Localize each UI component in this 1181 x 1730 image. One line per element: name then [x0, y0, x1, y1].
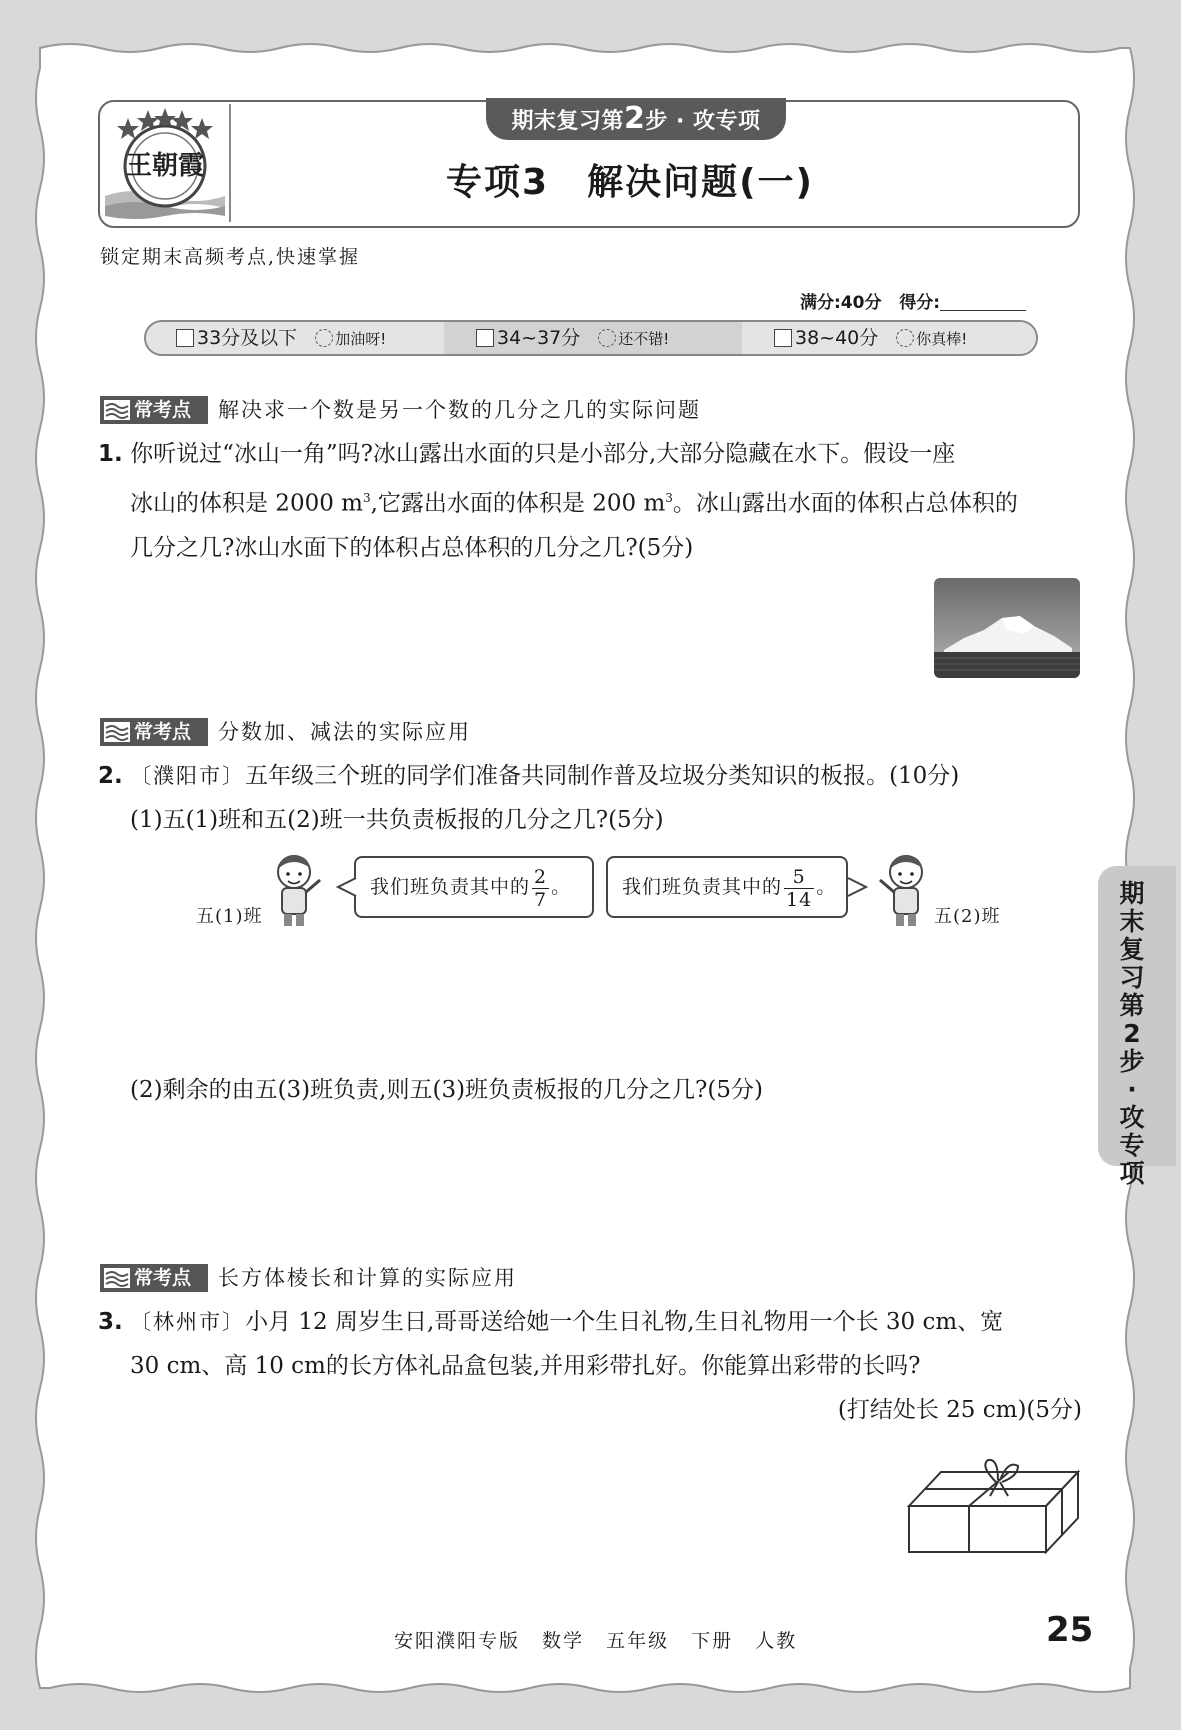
- question-number: 2.: [98, 763, 123, 789]
- header-divider: [229, 104, 231, 222]
- footer-text: 安阳濮阳专版 数学 五年级 下册 人教: [394, 1630, 798, 1652]
- page-number: 25: [1046, 1610, 1094, 1650]
- section-title: 分数加、减法的实际应用: [218, 720, 471, 744]
- brand-logo: [100, 104, 230, 222]
- student-boy-icon: [270, 850, 328, 928]
- gift-box-diagram: [906, 1446, 1082, 1556]
- class-label: 五(2)班: [934, 906, 1001, 927]
- section-title: 解决求一个数是另一个数的几分之几的实际问题: [218, 398, 701, 422]
- fraction: $\frac{5}{14}$: [786, 865, 813, 911]
- rating-option[interactable]: 34~37分 还不错!: [444, 322, 742, 354]
- wave-icon: [104, 1268, 130, 1288]
- score-label: 得分:: [899, 293, 941, 313]
- checkbox[interactable]: [176, 329, 194, 347]
- question-1: 1. 你听说过“冰山一角”吗?冰山露出水面的只是小部分,大部分隐藏在水下。假设一座 冰山的体积是 2000 $m^3$,它露出水面的体积是 200 $m^3$。冰山露出水面的体积占总体积的 几分之几?冰山水面下的体积占总体积的几分之几?(5分): [98, 441, 1018, 561]
- full-score-label: 满分:40分: [800, 293, 882, 313]
- score-line: [800, 288, 1026, 313]
- bubble-tail: [336, 876, 358, 898]
- fraction: $\frac{2}{7}$: [534, 865, 548, 911]
- checkbox[interactable]: [774, 329, 792, 347]
- class-label: 五(1)班: [196, 906, 263, 927]
- question-2-part-2: (2)剩余的由五(3)班负责,则五(3)班负责板报的几分之几?(5分): [130, 1077, 763, 1103]
- iceberg-photo: [934, 578, 1080, 678]
- bubble-tail: [846, 876, 868, 898]
- page-title: 专项3 解决问题(一): [446, 162, 814, 203]
- speech-bubble: 我们班负责其中的 $\frac{2}{7}$ 。: [354, 856, 594, 918]
- section-tag: 常考点: [100, 718, 208, 746]
- side-tab-label: 期 末 复 习 第 2 步 · 攻 专 项: [1119, 879, 1145, 1188]
- student-boy-icon: [872, 850, 930, 928]
- logo-name: 王朝霞: [125, 151, 205, 181]
- wave-icon: [104, 400, 130, 420]
- question-3: 3. 〔林州市〕小月 12 周岁生日,哥哥送给她一个生日礼物,生日礼物用一个长 30 cm、宽 30 cm、高 10 cm的长方体礼品盒包装,并用彩带扎好。你能算出彩带的长吗? (打结处长 25 cm)(5分): [98, 1309, 1082, 1423]
- rating-option[interactable]: 38~40分 你真棒!: [742, 322, 1038, 354]
- question-number: 3.: [98, 1309, 123, 1335]
- smile-face-icon: [896, 329, 914, 347]
- smile-face-icon: [315, 329, 333, 347]
- wave-icon: [104, 722, 130, 742]
- step-banner: 期末复习第2步 · 攻专项: [486, 98, 786, 140]
- question-number: 1.: [98, 441, 123, 467]
- smile-face-icon: [598, 329, 616, 347]
- section-title: 长方体棱长和计算的实际应用: [218, 1266, 517, 1290]
- score-blank[interactable]: [940, 293, 1026, 311]
- checkbox[interactable]: [476, 329, 494, 347]
- rating-bar: [144, 320, 1038, 356]
- section-tag: 常考点: [100, 1264, 208, 1292]
- rating-option[interactable]: 33分及以下 加油呀!: [146, 322, 444, 354]
- section-tag: 常考点: [100, 396, 208, 424]
- speech-bubble: 我们班负责其中的 $\frac{5}{14}$ 。: [606, 856, 848, 918]
- tagline: 锁定期末高频考点,快速掌握: [100, 246, 361, 268]
- question-2: 2. 〔濮阳市〕五年级三个班的同学们准备共同制作普及垃圾分类知识的板报。(10分) (1)五(1)班和五(2)班一共负责板报的几分之几?(5分): [98, 763, 960, 833]
